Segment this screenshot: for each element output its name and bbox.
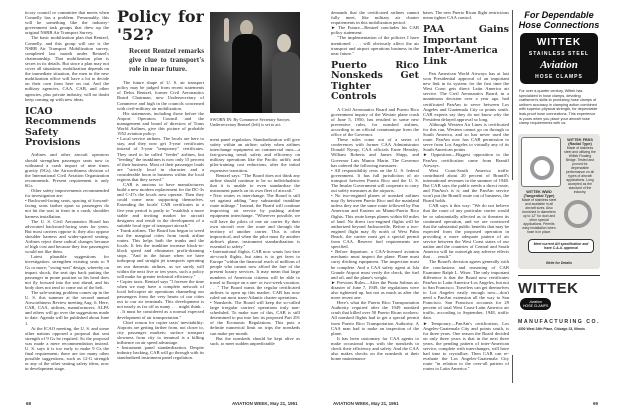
paragraph: ment panel regulation. Standardization will give safety within an airline; safety when airlines interchange equipment on commercial runs—a fast-growing trend; safety and efficiency on military operations like the Pacific airlift; and pilot-training cost reductions, after the initial expensive transition. [210,137,300,173]
paragraph: Although Western Air Lines is certificated for this run, Western cannot go on through to South America, and so has never used the route. PanAm now has CAB permission to serve from Los Angeles to virtually any of its South American points. [423,121,509,153]
page-number-left: 68 [26,401,32,406]
photo-swearing-in [210,12,300,113]
ad-body: For over a quarter century, Wittek has specialized in hose clamps, devoting craftsmen's skills to producing hose clamps of uniform accuracy in clamping action combined with superior physical strength, for dependable leak-proof hose connections. This experience is yours when you place your aircraft hose clamp requirements with us. [519,89,598,126]
paragraph: Chief reason for copter taxis' inevitability: Airports are getting farther from, not closer to, city passenger markets; surface transport slowness from city to terminal is a killing influence on air speed advantage. [117,319,204,345]
company-address: 4300 West 24th Place, Chicago 23, Illinois [518,326,585,331]
paragraph: ► Temporary—PanAm's certification, Los Angeles-Guatemala City and points south, is for three years. One reason the Board decided on only three years is that in the next three years, the pending pattern of inter-American service, complete with interchanges, will have had time to crystallize. Then CAB can re-evaluate the Los Angeles-Guatemala City route "in relation to the over-all pattern of routes to Latin America." [423,320,509,372]
paragraph: It has been customary for CAA agents to make occasional trips with the nonskeds to check their efficiency and safety. And the CAA also makes checks on the nonskeds at their home maintenance [331,335,419,362]
paragraph: • Copter taxis. Rentzel says "I foresee the time when we may have a complete network of local helicopter air operations channeling our passengers from the very hearts of our cities out to our air terminals. This development is not nearly as far off as many . . . might think. . . . It must be considered as a normal expected development of air transportation." [117,278,204,320]
paragraph: These rules come out of a series of conferences with former CAA Administrator Donald Nyrop, CAA officials Ernie Hensley, William Roberts and James Shipp, and Governor Luis Munoz Marin. The Governor has ordered the following measures: [331,137,419,168]
paragraph: Rentzel says: "The Board does not think any airline should continue to be so individualistic that it is unable to even standardize the instrument panels on its own fleet of aircraft." [210,172,300,193]
paragraph: The U. S. Civil Aeronautics Board has advocated backward-facing seats for years. But most carriers oppose it; they also oppose shoulder harness and wider-spaced seating. Airlines reject these radical changes because of high cost and because they fear passengers would not like them. [25,218,109,255]
ad-products-panel [518,134,600,269]
paragraph: CAB is anxious to have manufacturers build a new modern replacement for the DC-3s and C-47s the locals now operate. Then they could come near supporting themselves. Extending the locals' CAB certificates to a five-year period is partly to "establish a more stable and inviting market for aircraft designers and result in the development of a suitable local type of transport aircraft." [117,182,204,228]
paragraph: ► Previous Rules—After the Punta Salinas air disaster of June 7, 1949, the regulations were also tightened up, but not as much as after the more recent one. [331,279,419,301]
photo-caption: SWORN IN: By Commerce Secretary Sawyer, Undersecretary Rentzel (left) is set to act. [210,117,291,127]
paragraph: The basic mobilization plan that Rentzel, Connelly, and this group will use is the NSRB Air Transport Mobilization survey, completed last month under Rentzel's chairmanship. That mobilization plan is secret in its details. But since a plan may not cover all situations, mobilization depends on the immediate situation, the men in the new mobilization office will have a lot to decide on their own from here on out. And the military agencies, CAA, CAB, and other agencies, plus private industry, will no doubt keep coming up with new ideas. [25,35,109,102]
hose-clamp-image [521,137,561,187]
article-title-policy: Policy for '52? [117,8,204,44]
paragraph: CAB says it this way: "We do not believe that the route of any particular carrier would be so substantially affected as to threaten its continued operation, and we are convinced that the substantial public benefits that may be expected from the proposed operation in providing a more adequate pattern of air service between the West Coast states of our nation and the countries of Central and South America will far outweigh any adverse effects that . . . result." [423,203,509,260]
badge-text: HOSE CLAMPS [523,303,549,308]
ad-brand-box [520,33,598,84]
paragraph: ► Opposition—Biggest opposition to the PanAm certification came from Braniff Airways. [423,152,509,168]
ad-line1: STAINLESS STEEL [528,51,590,57]
product-desc: Made of stainless steel and utilizing the Wittek Floating Bridge. Tested and proved for dependable performance on all types of aircraft applications. Long accepted as the standard of the industry. [564,145,596,194]
paragraph: Pan American World Airways has at last won Presidential approval of an important new link in its system; for the first time the West Coast gets direct Latin America air service. The Civil Aeronautics Board, in a unanimous decision over a year ago, had certificated PanAm to serve between Los Angeles and Guatemala City or points south. CAB experts say they do not know why the President delayed approval so long. [423,70,509,122]
paragraph: bases. The new Puerto Rican flight restrictions mean tighter CAA control. [423,10,509,21]
paragraph: • Instrument panel standardization. Despite industry backing, CAB will go through with its standardized instrument panel regulation. [117,345,204,361]
ad-brand: WITTEK [536,37,582,48]
column-divider [512,355,513,383]
paragraph: • New routes vs interchange. The Board is still set against adding "any substantial trunkline route mileage." Instead, the Board will continue improving air service by pushing airline equipment interchange. "Wherever possible, we will have the pilots of one air carrier fly their own aircraft over the route and through the territory of another carrier. This is often impractical, and when the pilot must fly another airline's plane, instrument standardization is essential to safety." [210,193,300,249]
left-col-3 [210,137,300,393]
paragraph: At the ICAO meeting, the U. S. and some other nations opposed a proposal that seat strength of 9 Gs be required. So the proposal was made a mere recommendation instead. U. S. says it is too early to make 9 Gs the final requirement; there are too many other possible suggestions, such as 12-G strength or any of the other seating safety ideas, now in development stage. [25,325,109,372]
paragraph: The safe-seating problem comes up in the U. S. this summer at the second annual Airworthiness Review meeting Aug. 6. Here, CAB, CAA, airlines, manufacturers, ALPA and others will go over the suggestions made to date. Agenda will be published about June 1. [25,289,109,326]
company-name: MANUFACTURING CO. [518,318,600,325]
paragraph: "The implementation of the policies I have mentioned . . . will obviously affect the air transport and airport operations business in the near future." [331,35,419,56]
paragraph: demands that the certificated airlines cannot fully meet, like military air charter requirements in this mobilization period. [331,10,419,26]
paragraph: • Nonskeds. The Board will keep the so-called large irregular carriers' operations truly non-scheduled. To make sure of this, CAB is still determined to put into law its proposed Part 291 of the Economic Regulations. This puts a definite numerical limit on trips the nonskeds can make per month. [210,300,300,336]
product-name: WITTEK WWD [526,189,552,194]
article-deck: Recent Rentzel remarks give clue to transport's role in near future. [129,47,204,74]
paragraph: • Before departure, a CAA-licensed aviation mechanic must inspect the plane. Plane must carry ditching equipment. The inspection must be complete. And a CAA safety agent at Isla Grande Airport must verify the check, the fuel and oil, and the plane's weight. [331,249,419,280]
paragraph: • Local service airlines. The locals are here to stay, and they now get 3-year certificates instead of 3-year "temporary" certificates. They used to be called "feeder" airlines, but "feeding" the trunklines is now only 15 percent of their business. Most of their passenger loads are "strictly local in character and a considerable boon to business within the local regions that they served." [117,136,204,182]
hose-clamp-image [560,192,596,236]
paragraph: Other safety improvements recommended for investigation are: [25,188,109,199]
product-type: (Tangential Type) [523,193,555,198]
paragraph: A Civil Aeronautics Board and Puerto Rico government inquiry of the Westair plane crash of June 5, 1950, has resulted in some new preventive rules, for nonsked airlines, according to an official communique from the office of the Governor. [331,106,419,138]
wittek-advertisement [518,10,600,383]
right-col-1 [331,10,419,393]
paragraph: West Coast-South America traffic contributed about 20 percent of Braniff's international revenues in the summer of 1948. But CAB says the public needs a direct route, and PanAm's is it; and the PanAm service won't put the Braniff route out of business, the Board holds. [423,167,509,204]
paragraph: ticory council or committee that meets when Connelly has a problem. Presumably, this will be something like the industry-government task groups that drew up the original NSRB Air Transport Survey. [25,10,109,36]
footer-left: AVIATION WEEK, May 21, 1951 [232,401,298,406]
right-col-2 [423,10,509,393]
paragraph: • Trunk airlines. The Board has begun to weed out the marginal cities from trunk airline routes. This helps both the trunks and the locals. It lets the trunkline increase block-to-block speed and eliminates profit-draining stops. "And in the future when we have turboprop and straight jet transports operating on our domestic airlines, as we surely will within the next five or ten years, such a policy will make for greater technical efficiency." [117,227,204,279]
product-desc: Made of stainless steel and available in all aircraft sizes. Also furnished in diameters up to 12" for duct and other special applications. Permits easy installation when hose is in place. [521,197,557,234]
page-number-right: 69 [593,401,599,406]
logo-badge [520,298,551,310]
badge-script: Aviation [529,299,542,304]
paragraph: • International flights. CAB now wants low-fare air-coach flights, but aims is to get fares to Europe "within the financial reach of millions of people who cannot now afford the fare of the present luxury services. It may mean that large numbers of American citizens will be able to travel to Europe on a one- or two-week vacation. . . ." The Board wants the regular certificated airlines to open up this market. CAB has now ruled out most trans-Atlantic charter operations. [210,249,300,300]
column-divider [512,10,513,180]
product-wwd [521,190,557,234]
paragraph: Airlines and other aircraft operators should strengthen passenger seats now to withstand a crash impact of nine times gravity (9Gs), the Airworthiness division of the International Civil Aviation Organization recommends. Present requirement is only 6Gs. [25,152,109,188]
article-heading-puerto-rico: Puerto Rico Nonskeds Get Tighter Controls [331,59,419,103]
product-fbss [564,138,596,194]
paragraph: ► The Future—Rentzel concludes his CAB policy statement: [331,25,419,36]
ad-script: Aviation [540,59,578,71]
article-heading-icao: ICAO Recommends Safety Provisions [25,105,97,148]
logo-brand: WITTEK [518,279,579,297]
paragraph: • All responsibility rests on the U. S. federal government. It has full jurisdiction of air transport between Puerto Rico and the U. S. The Insular Government will cooperate to carry out safety measures at the airports. [331,167,419,194]
paragraph: The Board's decision agrees generally with the conclusions and reasoning of CAB Examiner Ralph L. Wiser. The only important difference is that the Board now certificates PanAm to Latin America-Los Angeles, but not to San Francisco. Travelers can get themselves to Los Angeles easily enough now—don't need a PanAm extension all the way to San Francisco. San Francisco accounts for 29 percent of total West Coast-Latin America air traffic, according to September, 1948, traffic data. [423,259,509,321]
ad-approval-note: Meet current AN specification and have C.A.A. approval [528,239,594,253]
paragraph: • No two-engined planes of nonsked airlines may fly between Puerto Rico and the mainland unless they use the same route followed by Pan American and Eastern on Miami-Puerto Rico flights. This route keeps planes within 60 miles of land. No direct two-engined flights will be authorized beyond Jacksonville. Before a two-engined flight may fly north of West Palm Beach, the carrier must get a special permit from CAA. Reserve fuel requirements are specified. [331,193,419,250]
paragraph: But the nonskeds should be kept alive as such, to meet sudden unpredictable [210,335,300,346]
ad-cta: Write for Details [546,260,572,265]
product-name: WITTEK FBSS [567,137,593,142]
paragraph: The future shape of U. S. air transport policy may be judged from recent statements of Delos Rentzel, former Civil Aeronautics Board Chairman, now Undersecretary of Commerce and high in the councils concerned with civil-military air mobilization. [117,80,204,111]
paragraph: Latest plausible suggestions for investigation: strengthen existing seats to 9 Gs or more; "swing-seat" design, whereby on impact shock, the seat tips back putting the passenger in prone position so his head does not fly forward into the seat ahead, and his body does not tend to come out of the belt. [25,254,109,290]
paragraph: Here's what the Puerto Rico Transportation Authority required after the 1949 nonsked crash that killed over 50 Puerto Rican workers: All nonsked flights had to get a special permit from Puerto Rico Transportation Authority. A CAA man had to make an inspection of the plane. [331,300,419,336]
ad-headline: For Dependable Hose Connections [518,10,600,30]
wittek-logo [518,275,600,331]
left-col-1 [25,10,109,393]
footer-right: AVIATION WEEK, May 21, 1951 [333,401,399,406]
product-type: (Radial Type) [568,141,592,146]
ad-line2: HOSE CLAMPS [535,74,583,80]
paragraph: His statements, including those before the Airport Operators Council and the management and board of directors of Trans World Airlines, give this picture of probable 1952 aviation policy: [117,110,204,137]
article-heading-paa: PAA Gains Important Inter-America Link [423,24,509,67]
paragraph: • Backward-facing seats, spacing of forward-facing seats farther apart so passengers do not hit the seat in front in a crash, shoulder harness installation. [25,198,109,219]
left-col-2 [117,8,204,393]
